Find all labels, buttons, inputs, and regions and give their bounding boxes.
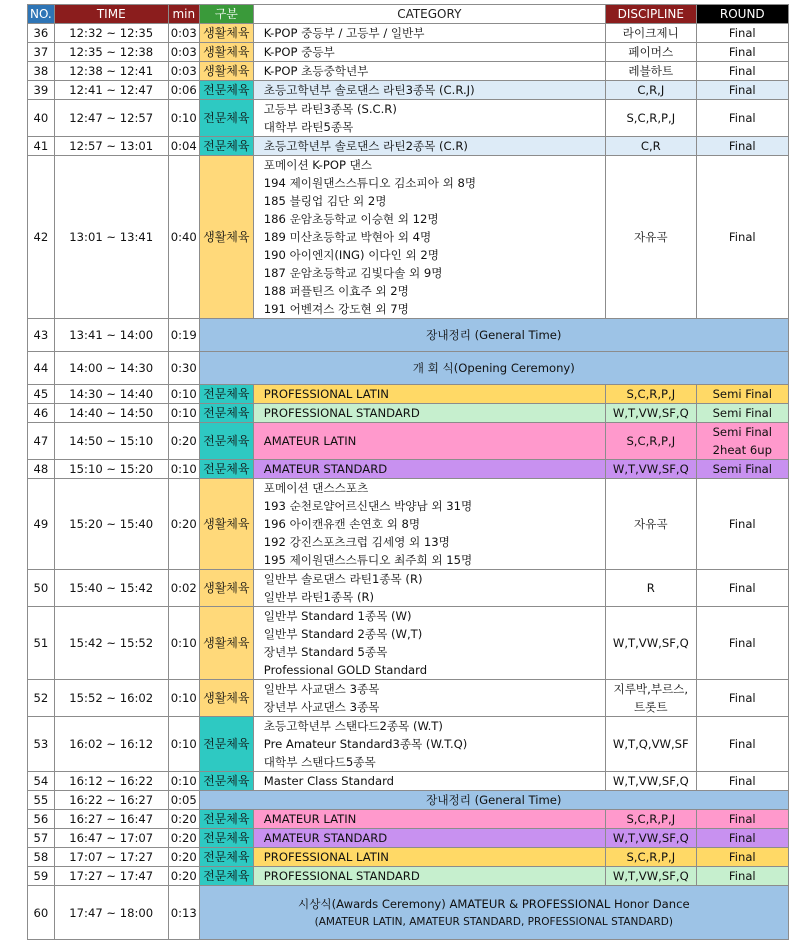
round-line: Final <box>728 139 756 153</box>
row-round <box>696 137 788 156</box>
row-category <box>253 680 605 717</box>
round-line: Final <box>728 691 756 705</box>
row-number: 53 <box>28 717 55 772</box>
row-discipline <box>605 62 696 81</box>
category-line: 초등고학년부 스탠다드2종목 (W.T) <box>263 719 443 733</box>
table-row <box>28 479 789 570</box>
category-line: 초등고학년부 솔로댄스 라틴2종목 (C.R) <box>263 139 468 153</box>
table-row <box>28 156 789 319</box>
row-category <box>253 570 605 607</box>
row-discipline <box>605 570 696 607</box>
table-row <box>28 886 789 940</box>
row-discipline <box>605 772 696 791</box>
category-line: PROFESSIONAL LATIN <box>263 387 389 401</box>
table-row <box>28 680 789 717</box>
row-discipline <box>605 100 696 137</box>
category-line: 고등부 라틴3종목 (S.C.R) <box>263 102 397 116</box>
category-line: 일반부 Standard 2종목 (W,T) <box>263 627 423 641</box>
band-title: 장내정리 (General Time) <box>426 793 562 807</box>
row-gubun: 전문체육 <box>199 423 253 460</box>
row-number: 41 <box>28 137 55 156</box>
round-line: Final <box>728 64 756 78</box>
discipline-line: 지루박,부르스, <box>613 682 689 696</box>
category-line: K-POP 중등부 / 고등부 / 일반부 <box>263 26 425 40</box>
row-category <box>253 717 605 772</box>
row-category <box>253 404 605 423</box>
header-discipline: DISCIPLINE <box>605 5 696 24</box>
category-line: 195 제이원댄스스튜디오 최주희 외 15명 <box>263 553 473 567</box>
row-time: 15:42 ~ 15:52 <box>54 607 168 680</box>
row-minutes: 0:20 <box>168 479 199 570</box>
round-line: Final <box>728 45 756 59</box>
row-gubun: 전문체육 <box>199 385 253 404</box>
category-line: 189 미산초등학교 박현아 외 4명 <box>263 230 432 244</box>
round-line: Final <box>728 850 756 864</box>
discipline-line: C,R,J <box>637 83 665 97</box>
row-minutes: 0:13 <box>168 886 199 940</box>
row-category <box>253 829 605 848</box>
row-gubun: 전문체육 <box>199 717 253 772</box>
category-line: 192 강진스포츠크럽 김세영 외 13명 <box>263 535 450 549</box>
row-round <box>696 570 788 607</box>
discipline-line: S,C,R,P,J <box>626 812 676 826</box>
row-discipline <box>605 717 696 772</box>
round-line: Semi Final <box>712 425 772 439</box>
row-category <box>253 62 605 81</box>
discipline-line: W,T,Q,VW,SF <box>612 737 689 751</box>
table-row <box>28 607 789 680</box>
discipline-line: 레블하트 <box>628 64 674 78</box>
row-round <box>696 680 788 717</box>
row-number: 52 <box>28 680 55 717</box>
row-gubun: 생활체육 <box>199 479 253 570</box>
row-minutes: 0:04 <box>168 137 199 156</box>
row-time: 12:57 ~ 13:01 <box>54 137 168 156</box>
row-discipline <box>605 829 696 848</box>
row-number: 54 <box>28 772 55 791</box>
row-category <box>253 81 605 100</box>
row-minutes: 0:10 <box>168 100 199 137</box>
row-minutes: 0:20 <box>168 423 199 460</box>
band-title: 시상식(Awards Ceremony) AMATEUR & PROFESSIONAL Honor Dance <box>298 896 690 911</box>
round-line: 2heat 6up <box>712 443 772 457</box>
category-line: 일반부 라틴1종목 (R) <box>263 590 375 604</box>
round-line: Final <box>728 812 756 826</box>
row-number: 44 <box>28 352 55 385</box>
category-line: K-POP 중등부 <box>263 45 335 59</box>
row-minutes: 0:06 <box>168 81 199 100</box>
general-time-band <box>199 791 788 810</box>
row-round <box>696 867 788 886</box>
discipline-line: 자유곡 <box>633 230 668 244</box>
table-row <box>28 62 789 81</box>
discipline-line: S,C,R,P,J <box>626 387 676 401</box>
row-round <box>696 404 788 423</box>
row-category <box>253 607 605 680</box>
row-number: 42 <box>28 156 55 319</box>
discipline-line: W,T,VW,SF,Q <box>612 462 689 476</box>
row-time: 14:30 ~ 14:40 <box>54 385 168 404</box>
row-discipline <box>605 680 696 717</box>
category-line: 초등고학년부 솔로댄스 라틴3종목 (C.R.J) <box>263 83 475 97</box>
row-round <box>696 772 788 791</box>
row-number: 59 <box>28 867 55 886</box>
round-line: Final <box>728 774 756 788</box>
schedule-table <box>27 4 789 940</box>
row-time: 15:52 ~ 16:02 <box>54 680 168 717</box>
row-time: 12:32 ~ 12:35 <box>54 24 168 43</box>
row-time: 16:27 ~ 16:47 <box>54 810 168 829</box>
category-line: Professional GOLD Standard <box>263 663 428 677</box>
row-number: 40 <box>28 100 55 137</box>
row-category <box>253 385 605 404</box>
band-title: 장내정리 (General Time) <box>426 328 562 342</box>
discipline-line: 페이머스 <box>628 45 674 59</box>
row-minutes: 0:20 <box>168 867 199 886</box>
category-line: 포메이션 K-POP 댄스 <box>263 158 373 172</box>
row-gubun: 전문체육 <box>199 829 253 848</box>
category-line: AMATEUR LATIN <box>263 434 357 448</box>
header-round: ROUND <box>696 5 788 24</box>
category-line: 대학부 스탠다드5종목 <box>263 755 376 769</box>
category-line: 185 블링업 김단 외 2명 <box>263 194 387 208</box>
row-discipline <box>605 607 696 680</box>
row-time: 13:41 ~ 14:00 <box>54 319 168 352</box>
row-time: 16:47 ~ 17:07 <box>54 829 168 848</box>
row-time: 14:50 ~ 15:10 <box>54 423 168 460</box>
row-time: 14:40 ~ 14:50 <box>54 404 168 423</box>
category-line: K-POP 초등중학년부 <box>263 64 369 78</box>
row-gubun: 생활체육 <box>199 570 253 607</box>
round-line: Final <box>728 737 756 751</box>
table-row <box>28 43 789 62</box>
category-line: 188 퍼플틴즈 이효주 외 2명 <box>263 284 409 298</box>
row-category <box>253 772 605 791</box>
row-category <box>253 43 605 62</box>
category-line: PROFESSIONAL STANDARD <box>263 869 420 883</box>
row-discipline <box>605 81 696 100</box>
row-gubun: 전문체육 <box>199 848 253 867</box>
category-line: 190 아이엔지(ING) 이다인 외 2명 <box>263 248 439 262</box>
row-minutes: 0:10 <box>168 385 199 404</box>
row-time: 17:07 ~ 17:27 <box>54 848 168 867</box>
row-time: 12:47 ~ 12:57 <box>54 100 168 137</box>
row-time: 15:10 ~ 15:20 <box>54 460 168 479</box>
table-row <box>28 772 789 791</box>
row-round <box>696 479 788 570</box>
category-line: 193 순천로얄어르신댄스 박양남 외 31명 <box>263 499 473 513</box>
discipline-line: 트롯트 <box>633 700 668 714</box>
row-time: 16:02 ~ 16:12 <box>54 717 168 772</box>
row-round <box>696 717 788 772</box>
row-number: 50 <box>28 570 55 607</box>
round-line: Final <box>728 26 756 40</box>
discipline-line: W,T,VW,SF,Q <box>612 636 689 650</box>
row-category <box>253 810 605 829</box>
band-title: 개 회 식(Opening Ceremony) <box>412 361 575 375</box>
discipline-line: S,C,R,P,J <box>626 850 676 864</box>
row-number: 36 <box>28 24 55 43</box>
category-line: Pre Amateur Standard3종목 (W.T.Q) <box>263 737 468 751</box>
row-minutes: 0:20 <box>168 810 199 829</box>
row-round <box>696 100 788 137</box>
category-line: AMATEUR LATIN <box>263 812 357 826</box>
row-discipline <box>605 810 696 829</box>
row-number: 51 <box>28 607 55 680</box>
table-row <box>28 460 789 479</box>
row-minutes: 0:40 <box>168 156 199 319</box>
row-discipline <box>605 156 696 319</box>
category-line: PROFESSIONAL LATIN <box>263 850 389 864</box>
row-round <box>696 385 788 404</box>
row-number: 39 <box>28 81 55 100</box>
round-line: Semi Final <box>712 462 772 476</box>
round-line: Final <box>728 869 756 883</box>
discipline-line: S,C,R,P,J <box>626 111 676 125</box>
row-time: 12:41 ~ 12:47 <box>54 81 168 100</box>
row-discipline <box>605 479 696 570</box>
general-time-band <box>199 319 788 352</box>
row-time: 15:40 ~ 15:42 <box>54 570 168 607</box>
row-round <box>696 62 788 81</box>
round-line: Final <box>728 111 756 125</box>
row-time: 14:00 ~ 14:30 <box>54 352 168 385</box>
round-line: Final <box>728 230 756 244</box>
table-row <box>28 404 789 423</box>
row-round <box>696 24 788 43</box>
category-line: Master Class Standard <box>263 774 395 788</box>
discipline-line: 자유곡 <box>633 517 668 531</box>
row-gubun: 전문체육 <box>199 460 253 479</box>
general-time-band <box>199 886 788 940</box>
row-number: 55 <box>28 791 55 810</box>
row-number: 47 <box>28 423 55 460</box>
table-row <box>28 791 789 810</box>
row-discipline <box>605 423 696 460</box>
row-round <box>696 810 788 829</box>
row-round <box>696 607 788 680</box>
row-discipline <box>605 867 696 886</box>
row-category <box>253 100 605 137</box>
row-discipline <box>605 460 696 479</box>
row-number: 58 <box>28 848 55 867</box>
discipline-line: 라이크제니 <box>622 26 679 40</box>
row-number: 48 <box>28 460 55 479</box>
category-line: 일반부 사교댄스 3종목 <box>263 682 380 696</box>
row-category <box>253 156 605 319</box>
row-category <box>253 423 605 460</box>
band-subtitle: (AMATEUR LATIN, AMATEUR STANDARD, PROFESSIONAL STANDARD) <box>314 915 673 928</box>
row-category <box>253 460 605 479</box>
row-time: 15:20 ~ 15:40 <box>54 479 168 570</box>
round-line: Final <box>728 517 756 531</box>
row-gubun: 생활체육 <box>199 607 253 680</box>
table-row <box>28 319 789 352</box>
table-row <box>28 829 789 848</box>
category-line: 186 운암초등학교 이승현 외 12명 <box>263 212 439 226</box>
category-line: AMATEUR STANDARD <box>263 462 388 476</box>
row-gubun: 전문체육 <box>199 810 253 829</box>
row-number: 60 <box>28 886 55 940</box>
header-no: NO. <box>28 5 55 24</box>
discipline-line: W,T,VW,SF,Q <box>612 831 689 845</box>
row-discipline <box>605 385 696 404</box>
discipline-line: R <box>646 581 655 595</box>
row-gubun: 전문체육 <box>199 404 253 423</box>
table-row <box>28 570 789 607</box>
discipline-line: W,T,VW,SF,Q <box>612 406 689 420</box>
row-minutes: 0:30 <box>168 352 199 385</box>
row-time: 12:38 ~ 12:41 <box>54 62 168 81</box>
table-row <box>28 385 789 404</box>
category-line: 포메이션 댄스스포츠 <box>263 481 369 495</box>
row-category <box>253 479 605 570</box>
header-gubun: 구분 <box>199 5 253 24</box>
table-row <box>28 848 789 867</box>
category-line: PROFESSIONAL STANDARD <box>263 406 420 420</box>
header-category: CATEGORY <box>253 5 605 24</box>
row-round <box>696 43 788 62</box>
round-line: Final <box>728 581 756 595</box>
row-discipline <box>605 848 696 867</box>
row-minutes: 0:19 <box>168 319 199 352</box>
table-row <box>28 81 789 100</box>
row-minutes: 0:10 <box>168 607 199 680</box>
category-line: 일반부 솔로댄스 라틴1종목 (R) <box>263 572 423 586</box>
round-line: Final <box>728 636 756 650</box>
row-number: 45 <box>28 385 55 404</box>
category-line: 대학부 라틴5종목 <box>263 120 354 134</box>
row-number: 38 <box>28 62 55 81</box>
category-line: 191 어벤져스 강도현 외 7명 <box>263 302 409 316</box>
round-line: Semi Final <box>712 406 772 420</box>
row-minutes: 0:10 <box>168 404 199 423</box>
category-line: 196 아이캔유캔 손연호 외 8명 <box>263 517 421 531</box>
header-row <box>28 5 789 24</box>
row-discipline <box>605 24 696 43</box>
category-line: 187 운암초등학교 김빛다솔 외 9명 <box>263 266 443 280</box>
round-line: Semi Final <box>712 387 772 401</box>
discipline-line: W,T,VW,SF,Q <box>612 869 689 883</box>
round-line: Final <box>728 83 756 97</box>
table-row <box>28 137 789 156</box>
row-round <box>696 848 788 867</box>
row-minutes: 0:03 <box>168 43 199 62</box>
row-category <box>253 848 605 867</box>
row-minutes: 0:10 <box>168 680 199 717</box>
table-row <box>28 352 789 385</box>
row-round <box>696 423 788 460</box>
row-minutes: 0:10 <box>168 717 199 772</box>
row-gubun: 생활체육 <box>199 43 253 62</box>
row-minutes: 0:05 <box>168 791 199 810</box>
row-number: 46 <box>28 404 55 423</box>
row-discipline <box>605 43 696 62</box>
table-row <box>28 423 789 460</box>
row-number: 49 <box>28 479 55 570</box>
row-category <box>253 24 605 43</box>
row-time: 17:47 ~ 18:00 <box>54 886 168 940</box>
category-line: 일반부 Standard 1종목 (W) <box>263 609 412 623</box>
row-category <box>253 867 605 886</box>
row-minutes: 0:10 <box>168 460 199 479</box>
table-row <box>28 100 789 137</box>
row-gubun: 전문체육 <box>199 772 253 791</box>
row-minutes: 0:10 <box>168 772 199 791</box>
table-row <box>28 24 789 43</box>
header-min: min <box>168 5 199 24</box>
round-line: Final <box>728 831 756 845</box>
row-round <box>696 829 788 848</box>
row-minutes: 0:03 <box>168 62 199 81</box>
row-number: 37 <box>28 43 55 62</box>
row-round <box>696 460 788 479</box>
row-minutes: 0:03 <box>168 24 199 43</box>
row-minutes: 0:02 <box>168 570 199 607</box>
row-number: 56 <box>28 810 55 829</box>
header-time: TIME <box>54 5 168 24</box>
row-round <box>696 81 788 100</box>
table-row <box>28 810 789 829</box>
category-line: AMATEUR STANDARD <box>263 831 388 845</box>
row-time: 13:01 ~ 13:41 <box>54 156 168 319</box>
row-minutes: 0:20 <box>168 848 199 867</box>
row-number: 43 <box>28 319 55 352</box>
discipline-line: C,R <box>640 139 661 153</box>
row-discipline <box>605 137 696 156</box>
discipline-line: W,T,VW,SF,Q <box>612 774 689 788</box>
row-time: 16:22 ~ 16:27 <box>54 791 168 810</box>
row-gubun: 생활체육 <box>199 62 253 81</box>
category-line: 장년부 Standard 5종목 <box>263 645 388 659</box>
table-row <box>28 867 789 886</box>
discipline-line: S,C,R,P,J <box>626 434 676 448</box>
table-row <box>28 717 789 772</box>
row-round <box>696 156 788 319</box>
row-discipline <box>605 404 696 423</box>
row-time: 17:27 ~ 17:47 <box>54 867 168 886</box>
general-time-band <box>199 352 788 385</box>
row-gubun: 생활체육 <box>199 24 253 43</box>
row-category <box>253 137 605 156</box>
category-line: 장년부 사교댄스 3종목 <box>263 700 380 714</box>
row-time: 16:12 ~ 16:22 <box>54 772 168 791</box>
row-time: 12:35 ~ 12:38 <box>54 43 168 62</box>
row-number: 57 <box>28 829 55 848</box>
row-gubun: 생활체육 <box>199 156 253 319</box>
row-gubun: 전문체육 <box>199 100 253 137</box>
row-gubun: 생활체육 <box>199 680 253 717</box>
category-line: 194 제이원댄스스튜디오 김소피아 외 8명 <box>263 176 477 190</box>
row-minutes: 0:20 <box>168 829 199 848</box>
row-gubun: 전문체육 <box>199 867 253 886</box>
row-gubun: 전문체육 <box>199 81 253 100</box>
row-gubun: 전문체육 <box>199 137 253 156</box>
